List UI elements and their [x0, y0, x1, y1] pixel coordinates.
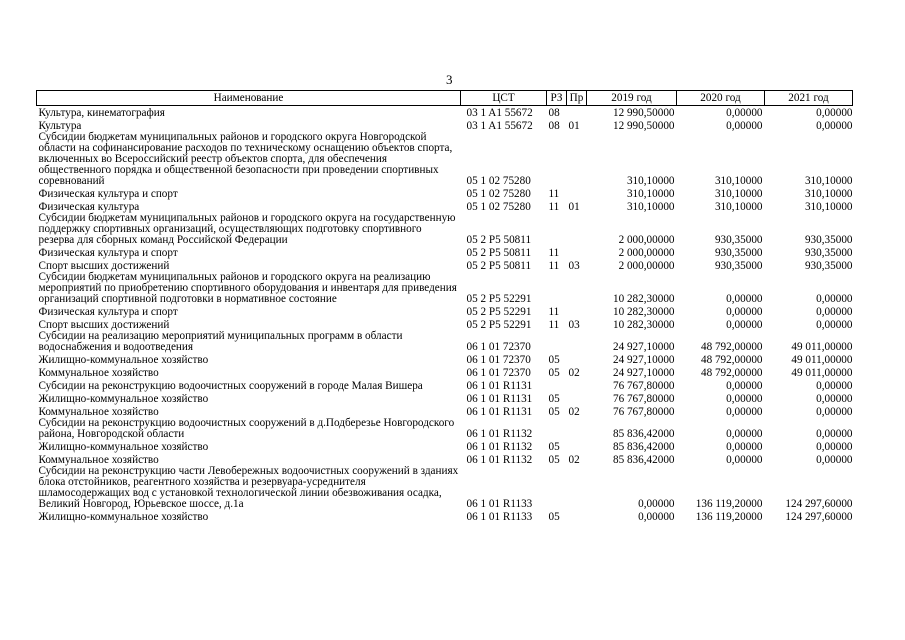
row-value-2021: 124 297,60000: [785, 498, 853, 510]
row-cst: 06 1 01 R1132: [466, 428, 533, 440]
row-cst: 03 1 A1 55672: [466, 107, 533, 119]
row-value-2020: 136 119,20000: [695, 498, 763, 510]
row-value-2021: 0,00000: [816, 406, 853, 418]
row-value-2021: 0,00000: [816, 393, 853, 405]
table-row: [37, 440, 853, 453]
row-cst: 06 1 01 R1131: [466, 406, 533, 418]
row-value-2019: 85 836,42000: [612, 428, 675, 440]
row-value-2021: 930,35000: [804, 247, 853, 259]
row-value-2019: 76 767,80000: [612, 380, 675, 392]
row-name: Культура: [38, 120, 82, 132]
row-cst: 05 2 P5 52291: [466, 306, 532, 318]
table-header-row: [37, 91, 853, 106]
row-pr: [567, 353, 587, 366]
row-pr: [567, 331, 587, 353]
row-value-2020: 0,00000: [726, 380, 763, 392]
row-value-2020: 930,35000: [714, 234, 763, 246]
row-pr: 03: [568, 319, 580, 331]
row-value-2020: 0,00000: [726, 293, 763, 305]
row-pr: [567, 246, 587, 259]
row-pr: [567, 379, 587, 392]
table-row: [37, 418, 853, 440]
header-2019: 2019 год: [587, 91, 677, 106]
row-value-2020: 48 792,00000: [700, 354, 763, 366]
row-rz: 05: [548, 441, 560, 453]
row-value-2020: 310,10000: [714, 188, 763, 200]
row-value-2021: 49 011,00000: [791, 341, 853, 353]
row-value-2019: 12 990,50000: [612, 107, 675, 119]
row-value-2019: 24 927,10000: [612, 354, 675, 366]
row-value-2021: 310,10000: [804, 175, 853, 187]
row-value-2019: 310,10000: [626, 188, 675, 200]
row-rz: [547, 132, 567, 187]
row-cst: 06 1 01 R1133: [466, 511, 533, 523]
row-cst: 05 2 P5 52291: [466, 319, 532, 331]
row-name: Субсидии на реконструкцию водоочистных сооружений в городе Малая Вишера: [38, 380, 423, 392]
row-pr: [567, 213, 587, 246]
row-pr: 03: [568, 260, 580, 272]
row-value-2020: 0,00000: [726, 306, 763, 318]
row-name: Физическая культура: [38, 201, 140, 213]
row-rz: [547, 379, 567, 392]
row-value-2019: 310,10000: [626, 201, 675, 213]
row-pr: [567, 272, 587, 305]
row-name: Субсидии бюджетам муниципальных районов и городского округа на государственную поддержку спортивных организаций, осуществляющих подготовку спортивного резерва для сборных команд Российской Федерации: [38, 212, 456, 246]
row-value-2020: 0,00000: [726, 393, 763, 405]
header-rz: РЗ: [547, 91, 567, 106]
row-value-2019: 24 927,10000: [612, 367, 675, 379]
row-rz: [547, 418, 567, 440]
table-row: [37, 272, 853, 305]
row-cst: 03 1 A1 55672: [466, 120, 533, 132]
row-rz: 05: [548, 406, 560, 418]
table-row: [37, 305, 853, 318]
row-pr: [567, 187, 587, 200]
row-cst: 06 1 01 R1132: [466, 454, 533, 466]
row-pr: [567, 132, 587, 187]
row-value-2021: 930,35000: [804, 260, 853, 272]
row-rz: 08: [548, 107, 560, 119]
header-pr: Пр: [567, 91, 587, 106]
row-value-2020: 136 119,20000: [695, 511, 763, 523]
row-rz: 11: [548, 201, 560, 213]
row-cst: 06 1 01 R1131: [466, 380, 533, 392]
row-value-2020: 930,35000: [714, 260, 763, 272]
row-name: Жилищно-коммунальное хозяйство: [38, 441, 209, 453]
table-row: [37, 132, 853, 187]
row-value-2021: 0,00000: [816, 120, 853, 132]
row-value-2020: 930,35000: [714, 247, 763, 259]
row-rz: [547, 213, 567, 246]
row-value-2020: 310,10000: [714, 201, 763, 213]
row-value-2020: 0,00000: [726, 319, 763, 331]
row-value-2021: 310,10000: [804, 201, 853, 213]
table-row: [37, 392, 853, 405]
row-cst: 06 1 01 R1133: [466, 498, 533, 510]
table-row: [37, 187, 853, 200]
row-name: Коммунальное хозяйство: [38, 406, 159, 418]
row-value-2020: 310,10000: [714, 175, 763, 187]
row-value-2019: 10 282,30000: [612, 306, 675, 318]
row-value-2020: 0,00000: [726, 107, 763, 119]
row-value-2020: 0,00000: [726, 120, 763, 132]
row-name: Субсидии на реализацию мероприятий муниципальных программ в области водоснабжения и водоотведения: [38, 330, 403, 353]
row-value-2019: 0,00000: [638, 511, 675, 523]
row-rz: 11: [548, 260, 560, 272]
row-value-2021: 0,00000: [816, 454, 853, 466]
row-pr: [567, 510, 587, 523]
header-2020: 2020 год: [677, 91, 765, 106]
row-rz: 05: [548, 367, 560, 379]
row-value-2021: 0,00000: [816, 380, 853, 392]
budget-table: [36, 90, 853, 523]
row-name: Коммунальное хозяйство: [38, 367, 159, 379]
row-cst: 05 2 P5 50811: [466, 234, 532, 246]
row-value-2019: 10 282,30000: [612, 293, 675, 305]
row-value-2021: 0,00000: [816, 293, 853, 305]
row-value-2019: 10 282,30000: [612, 319, 675, 331]
table-row: [37, 379, 853, 392]
row-value-2021: 0,00000: [816, 306, 853, 318]
row-name: Физическая культура и спорт: [38, 188, 178, 200]
row-cst: 05 1 02 75280: [466, 188, 531, 200]
row-name: Жилищно-коммунальное хозяйство: [38, 393, 209, 405]
row-cst: 05 2 P5 50811: [466, 260, 532, 272]
row-rz: 11: [548, 319, 560, 331]
row-value-2021: 0,00000: [816, 107, 853, 119]
row-value-2021: 930,35000: [804, 234, 853, 246]
row-rz: 05: [548, 511, 560, 523]
row-value-2020: 48 792,00000: [700, 367, 763, 379]
row-rz: 11: [548, 306, 560, 318]
table-row: [37, 353, 853, 366]
row-pr: [567, 106, 587, 120]
row-rz: 11: [548, 188, 560, 200]
row-value-2019: 2 000,00000: [618, 234, 675, 246]
row-value-2019: 24 927,10000: [612, 341, 675, 353]
page-number: 3: [446, 72, 453, 87]
row-value-2019: 310,10000: [626, 175, 675, 187]
row-value-2019: 2 000,00000: [618, 260, 675, 272]
header-cst: ЦСТ: [461, 91, 547, 106]
row-cst: 06 1 01 72370: [466, 367, 531, 379]
row-value-2020: 48 792,00000: [700, 341, 763, 353]
row-cst: 06 1 01 R1131: [466, 393, 533, 405]
row-cst: 06 1 01 72370: [466, 354, 531, 366]
row-name: Спорт высших достижений: [38, 319, 170, 331]
row-name: Жилищно-коммунальное хозяйство: [38, 354, 209, 366]
row-rz: [547, 331, 567, 353]
row-value-2020: 0,00000: [726, 454, 763, 466]
header-2021: 2021 год: [765, 91, 853, 106]
table-row: [37, 213, 853, 246]
row-value-2019: 76 767,80000: [612, 393, 675, 405]
row-pr: 01: [568, 201, 580, 213]
row-value-2020: 0,00000: [726, 406, 763, 418]
row-name: Субсидии на реконструкцию части Левобережных водоочистных сооружений в зданиях блока отстойников, реагентного хозяйства и резервуара-усреднителя шламосодержащих вод с установкой технологической линии обезвоживания осадка, Великий Новгород, Юрьевское шоссе, д.1а: [38, 465, 459, 510]
table-row: [37, 106, 853, 120]
row-name: Спорт высших достижений: [38, 260, 170, 272]
row-rz: 11: [548, 247, 560, 259]
row-pr: [567, 466, 587, 510]
row-value-2021: 49 011,00000: [791, 367, 853, 379]
row-value-2020: 0,00000: [726, 428, 763, 440]
row-rz: 05: [548, 354, 560, 366]
row-value-2020: 0,00000: [726, 441, 763, 453]
row-value-2021: 0,00000: [816, 319, 853, 331]
row-name: Субсидии бюджетам муниципальных районов и городского округа Новгородской области на софинансирование расходов по техническому оснащению объектов спорта, включенных во Всероссийский реестр объектов спорта, для обеспечения общественного порядка и общественной безопасности при проведении спортивных соревнований: [38, 131, 453, 187]
table-row: [37, 466, 853, 510]
row-rz: 08: [548, 120, 560, 132]
row-value-2021: 49 011,00000: [791, 354, 853, 366]
row-value-2021: 124 297,60000: [785, 511, 853, 523]
row-pr: 02: [568, 406, 580, 418]
row-value-2021: 0,00000: [816, 441, 853, 453]
row-name: Коммунальное хозяйство: [38, 454, 159, 466]
row-rz: 05: [548, 454, 560, 466]
row-pr: 01: [568, 120, 580, 132]
table-row: [37, 510, 853, 523]
row-value-2021: 0,00000: [816, 428, 853, 440]
row-name: Субсидии на реконструкцию водоочистных сооружений в д.Подберезье Новгородского района, Новгородской области: [38, 417, 455, 440]
table-row: [37, 331, 853, 353]
row-value-2019: 85 836,42000: [612, 454, 675, 466]
table-row: [37, 246, 853, 259]
row-rz: 05: [548, 393, 560, 405]
table-row: [37, 366, 853, 379]
row-pr: [567, 305, 587, 318]
row-pr: 02: [568, 454, 580, 466]
row-name: Субсидии бюджетам муниципальных районов и городского округа на реализацию мероприятий по приобретению спортивного оборудования и инвентаря для приведения организаций спортивной подготовки в нормативное состояние: [38, 271, 457, 305]
row-cst: 06 1 01 72370: [466, 341, 531, 353]
row-value-2019: 85 836,42000: [612, 441, 675, 453]
row-value-2019: 76 767,80000: [612, 406, 675, 418]
header-name: Наименование: [37, 91, 461, 106]
row-value-2019: 12 990,50000: [612, 120, 675, 132]
row-rz: [547, 466, 567, 510]
row-name: Культура, кинематография: [38, 107, 165, 119]
row-pr: [567, 392, 587, 405]
row-cst: 06 1 01 R1132: [466, 441, 533, 453]
row-cst: 05 2 P5 50811: [466, 247, 532, 259]
row-cst: 05 1 02 75280: [466, 201, 531, 213]
row-cst: 05 2 P5 52291: [466, 293, 532, 305]
row-cst: 05 1 02 75280: [466, 175, 531, 187]
row-value-2019: 0,00000: [638, 498, 675, 510]
row-pr: [567, 440, 587, 453]
row-name: Жилищно-коммунальное хозяйство: [38, 511, 209, 523]
row-pr: [567, 418, 587, 440]
row-pr: 02: [568, 367, 580, 379]
row-rz: [547, 272, 567, 305]
row-name: Физическая культура и спорт: [38, 306, 178, 318]
row-name: Физическая культура и спорт: [38, 247, 178, 259]
row-value-2019: 2 000,00000: [618, 247, 675, 259]
row-value-2021: 310,10000: [804, 188, 853, 200]
